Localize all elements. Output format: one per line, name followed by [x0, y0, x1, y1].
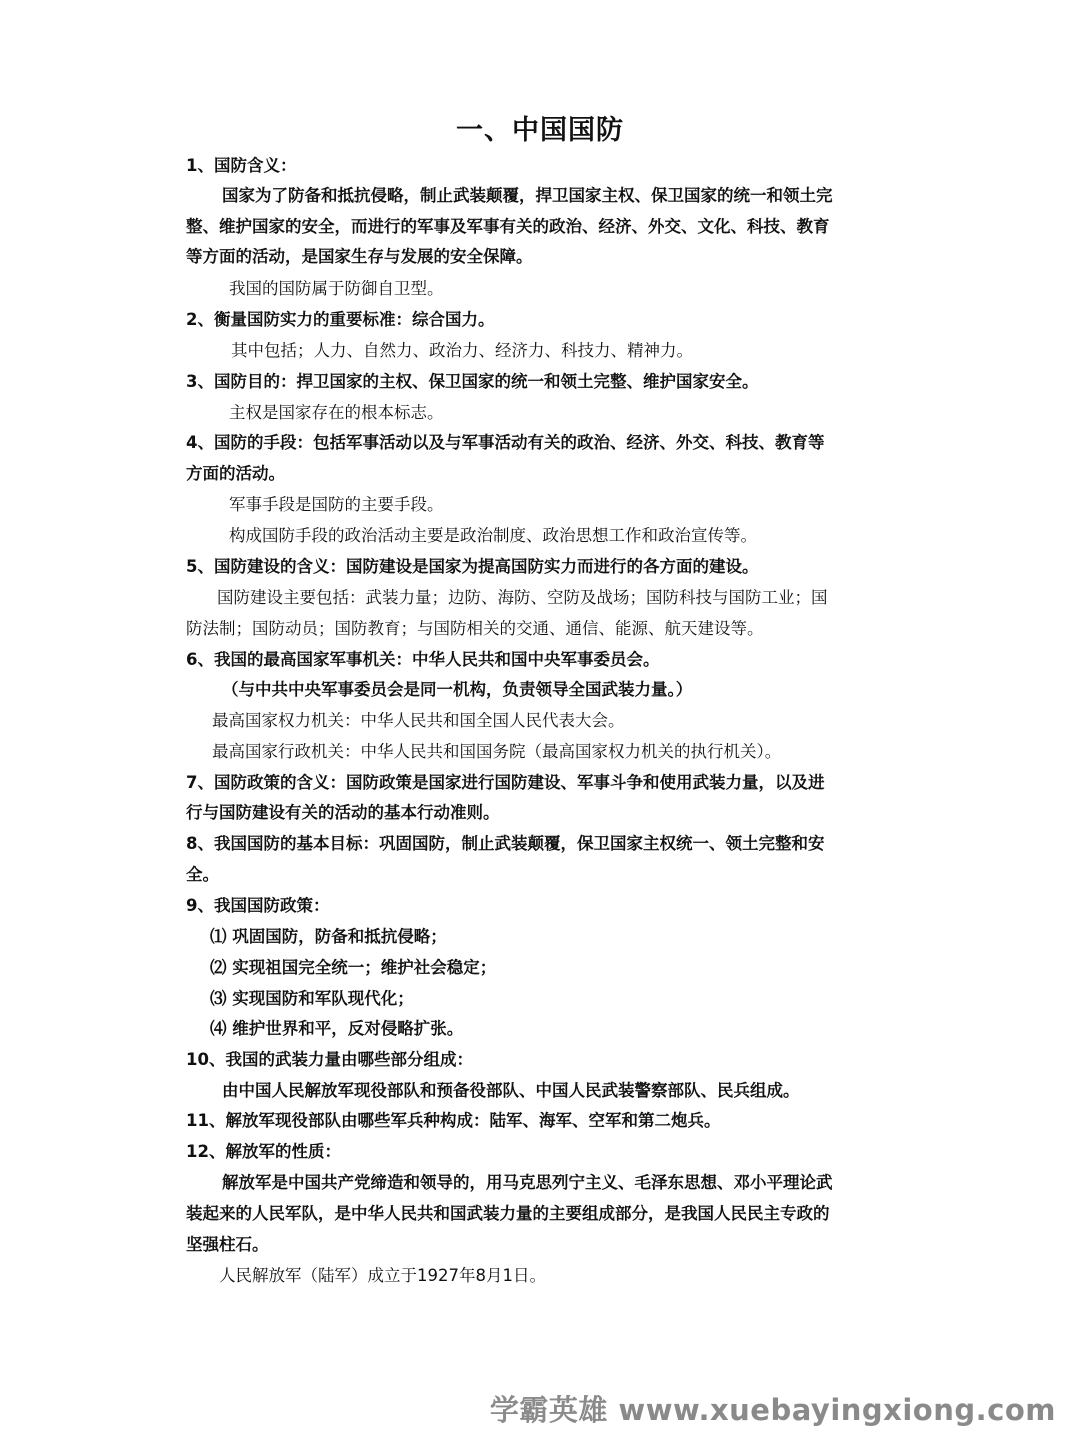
- heading-7: 7、国防政策的含义：国防政策是国家进行国防建设、军事斗争和使用武装力量，以及进: [186, 773, 825, 792]
- heading-9: 9、我国国防政策：: [186, 896, 330, 915]
- paragraph-line: 方面的活动。: [186, 464, 285, 483]
- paragraph-line: 行与国防建设有关的活动的基本行动准则。: [186, 803, 500, 822]
- paragraph-line: 其中包括；人力、自然力、政治力、经济力、科技力、精神力。: [231, 341, 693, 360]
- paragraph-line: 由中国人民解放军现役部队和预备役部队、中国人民武装警察部队、民兵组成。: [222, 1081, 800, 1100]
- paragraph-line: 构成国防手段的政治活动主要是政治制度、政治思想工作和政治宣传等。: [229, 526, 757, 545]
- paragraph-line: 人民解放军（陆军）成立于1927年8月1日。: [219, 1266, 546, 1285]
- paragraph-line: 全。: [186, 865, 219, 884]
- paragraph-line: 军事手段是国防的主要手段。: [229, 495, 444, 514]
- list-item: ⑴ 巩固国防，防备和抵抗侵略；: [210, 927, 447, 946]
- paragraph-line: 国防建设主要包括：武装力量；边防、海防、空防及战场；国防科技与国防工业；国: [217, 588, 828, 607]
- paragraph-line: 最高国家行政机关：中华人民共和国国务院（最高国家权力机关的执行机关）。: [212, 742, 782, 761]
- list-item: ⑶ 实现国防和军队现代化；: [210, 989, 414, 1008]
- heading-3: 3、国防目的：捍卫国家的主权、保卫国家的统一和领土完整、维护国家安全。: [186, 372, 759, 391]
- paragraph-line: 防法制；国防动员；国防教育；与国防相关的交通、通信、能源、航天建设等。: [186, 619, 764, 638]
- paragraph-line: 装起来的人民军队，是中华人民共和国武装力量的主要组成部分，是我国人民民主专政的: [186, 1204, 830, 1223]
- paragraph-line: 国家为了防备和抵抗侵略，制止武装颠覆，捍卫国家主权、保卫国家的统一和领土完: [222, 186, 833, 205]
- page-title: 一、中国国防: [456, 115, 624, 146]
- heading-5: 5、国防建设的含义：国防建设是国家为提高国防实力而进行的各方面的建设。: [186, 557, 759, 576]
- heading-12: 12、解放军的性质：: [186, 1142, 341, 1161]
- paragraph-line: 最高国家权力机关：中华人民共和国全国人民代表大会。: [212, 711, 625, 730]
- heading-6: 6、我国的最高国家军事机关：中华人民共和国中央军事委员会。: [186, 650, 660, 669]
- paragraph-line: 主权是国家存在的根本标志。: [229, 403, 444, 422]
- paragraph-line: 我国的国防属于防御自卫型。: [229, 279, 444, 298]
- heading-10: 10、我国的武装力量由哪些部分组成：: [186, 1050, 473, 1069]
- list-item: ⑷ 维护世界和平，反对侵略扩张。: [210, 1019, 464, 1038]
- list-item: ⑵ 实现祖国完全统一；维护社会稳定；: [210, 958, 497, 977]
- heading-1: 1、国防含义：: [186, 156, 297, 175]
- paragraph-line: 坚强柱石。: [186, 1235, 269, 1254]
- heading-4: 4、国防的手段：包括军事活动以及与军事活动有关的政治、经济、外交、科技、教育等: [186, 433, 825, 452]
- paragraph-line: 解放军是中国共产党缔造和领导的，用马克思列宁主义、毛泽东思想、邓小平理论武: [222, 1173, 833, 1192]
- paragraph-line: 整、维护国家的安全，而进行的军事及军事有关的政治、经济、外交、文化、科技、教育: [186, 217, 830, 236]
- heading-8: 8、我国国防的基本目标：巩固国防，制止武装颠覆，保卫国家主权统一、领土完整和安: [186, 834, 825, 853]
- heading-2: 2、衡量国防实力的重要标准：综合国力。: [186, 310, 495, 329]
- heading-11: 11、解放军现役部队由哪些军兵种构成：陆军、海军、空军和第二炮兵。: [186, 1111, 721, 1130]
- paragraph-line: 等方面的活动，是国家生存与发展的安全保障。: [186, 247, 533, 266]
- paragraph-line: （与中共中央军事委员会是同一机构，负责领导全国武装力量。）: [222, 680, 693, 699]
- watermark: 学霸英雄 www.xuebayingxiong.com: [489, 1393, 1056, 1427]
